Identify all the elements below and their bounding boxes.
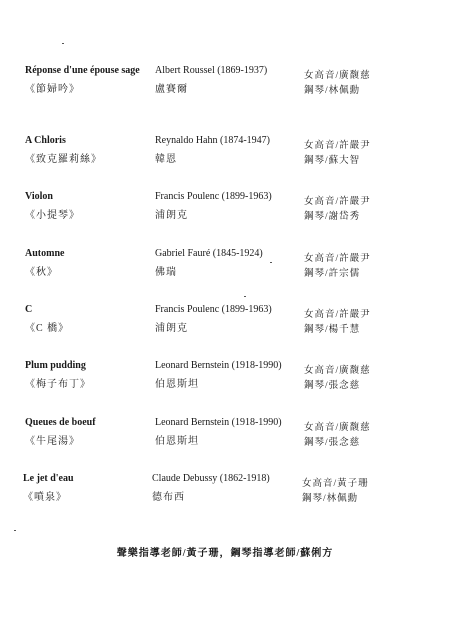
soprano-performer: 女高音/許嚴尹 [304,254,371,264]
song-title: C [25,304,33,315]
piano-performer: 鋼琴/蘇大智 [304,156,361,166]
program-row [0,417,450,457]
song-title-chinese: 《牛尾湯》 [25,436,80,447]
composer-name: Albert Roussel (1869-1937) [155,65,268,76]
composer-name: Francis Poulenc (1899-1963) [155,191,272,202]
piano-performer: 鋼琴/林佩勳 [304,86,361,96]
composer-name-chinese: 韓恩 [155,154,177,165]
soprano-performer: 女高音/廣馥慈 [304,71,371,81]
scan-speck [14,530,16,531]
scan-speck [244,296,246,297]
program-row [0,65,450,105]
program-row [0,304,450,344]
composer-name: Reynaldo Hahn (1874-1947) [155,135,270,146]
song-title-chinese: 《梅子布丁》 [25,379,91,390]
composer-name: Leonard Bernstein (1918-1990) [155,360,282,371]
song-title: Queues de boeuf [25,417,96,428]
piano-performer: 鋼琴/許宗儒 [304,269,361,279]
program-row [0,473,450,513]
soprano-performer: 女高音/許嚴尹 [304,141,371,151]
song-title: Automne [25,248,65,259]
program-row [0,248,450,288]
composer-name: Claude Debussy (1862-1918) [152,473,270,484]
song-title-chinese: 《小提琴》 [25,210,80,221]
piano-performer: 鋼琴/張念慈 [304,381,361,391]
piano-performer: 鋼琴/謝岱秀 [304,212,361,222]
composer-name-chinese: 浦朗克 [155,323,188,334]
composer-name-chinese: 盧賽爾 [155,84,188,95]
song-title-chinese: 《致克羅莉絲》 [25,154,102,165]
piano-performer: 鋼琴/張念慈 [304,438,361,448]
song-title-chinese: 《節婦吟》 [25,84,80,95]
song-title-chinese: 《C 橋》 [25,323,70,334]
composer-name-chinese: 德布西 [152,492,185,503]
program-row [0,191,450,231]
piano-performer: 鋼琴/楊千慧 [304,325,361,335]
composer-name: Gabriel Fauré (1845-1924) [155,248,263,259]
soprano-performer: 女高音/許嚴尹 [304,197,371,207]
song-title: Violon [25,191,53,202]
song-title: Réponse d'une épouse sage [25,65,140,76]
soprano-performer: 女高音/許嚴尹 [304,310,371,320]
soprano-performer: 女高音/黃子珊 [302,479,369,489]
composer-name: Francis Poulenc (1899-1963) [155,304,272,315]
composer-name-chinese: 伯恩斯坦 [155,436,199,447]
scan-speck [270,262,272,263]
soprano-performer: 女高音/廣馥慈 [304,423,371,433]
composer-name: Leonard Bernstein (1918-1990) [155,417,282,428]
song-title: Plum pudding [25,360,86,371]
piano-performer: 鋼琴/林佩勳 [302,494,359,504]
composer-name-chinese: 伯恩斯坦 [155,379,199,390]
program-row [0,135,450,175]
song-title-chinese: 《噴泉》 [23,492,67,503]
soprano-performer: 女高音/廣馥慈 [304,366,371,376]
composer-name-chinese: 佛瑞 [155,267,177,278]
song-title: A Chloris [25,135,66,146]
instructor-credits: 聲樂指導老師/黃子珊，鋼琴指導老師/蘇俐方 [116,548,334,559]
song-title: Le jet d'eau [23,473,74,484]
program-row [0,360,450,400]
composer-name-chinese: 浦朗克 [155,210,188,221]
scan-speck [62,43,64,44]
song-title-chinese: 《秋》 [25,267,58,278]
